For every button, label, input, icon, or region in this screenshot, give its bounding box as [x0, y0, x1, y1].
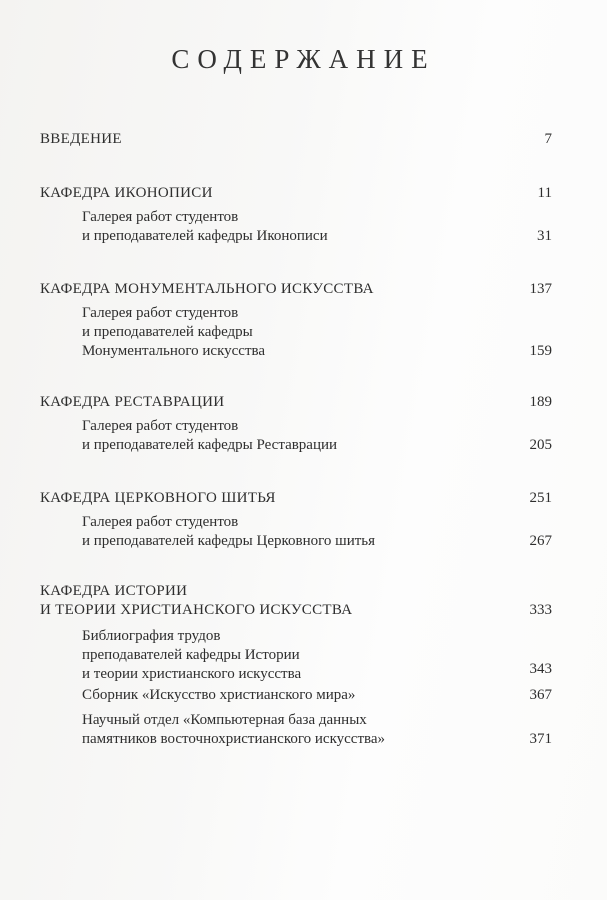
toc-page-restoration: 189 [529, 394, 552, 410]
toc-subentry-line: Галерея работ студентов [82, 209, 239, 225]
toc-entry-monumental[interactable]: КАФЕДРА МОНУМЕНТАЛЬНОГО ИСКУССТВА [40, 281, 374, 297]
toc-subentry-line: Галерея работ студентов [82, 418, 239, 434]
toc-subentry-embroidery-gallery[interactable] [82, 513, 375, 551]
toc-subentry-line: Галерея работ студентов [82, 305, 239, 321]
toc-subentry-line: и преподавателей кафедры Церковного шитья [82, 533, 376, 549]
toc-page-history: 333 [529, 602, 552, 618]
toc-subentry-line: и преподавателей кафедры Реставрации [82, 437, 338, 453]
toc-entry-line: КАФЕДРА ИСТОРИИ [40, 583, 188, 599]
toc-entry-history[interactable] [40, 582, 352, 620]
toc-subentry-line: Монументального искусства [82, 343, 266, 359]
toc-entry-iconography[interactable]: КАФЕДРА ИКОНОПИСИ [40, 185, 213, 201]
toc-entry-restoration[interactable]: КАФЕДРА РЕСТАВРАЦИИ [40, 394, 225, 410]
toc-page-embroidery: 251 [529, 490, 552, 506]
toc-subentry-line: и теории христианского искусства [82, 666, 302, 682]
toc-page-iconography: 11 [537, 185, 552, 201]
toc-subentry-line: и преподавателей кафедры Иконописи [82, 228, 328, 244]
toc-subentry-monumental-gallery[interactable] [82, 304, 265, 361]
toc-subentry-bibliography[interactable] [82, 627, 301, 684]
toc-entry-intro[interactable]: ВВЕДЕНИЕ [40, 131, 122, 147]
toc-subentry-line: памятников восточнохристианского искусства» [82, 731, 386, 747]
toc-page-embroidery-gallery: 267 [529, 533, 552, 549]
toc-subentry-line: Библиография трудов [82, 628, 221, 644]
toc-subentry-database[interactable] [82, 711, 385, 749]
toc-entry-line: И ТЕОРИИ ХРИСТИАНСКОГО ИСКУССТВА [40, 602, 353, 618]
toc-page-monumental: 137 [529, 281, 552, 297]
toc-page-monumental-gallery: 159 [529, 343, 552, 359]
toc-page-intro: 7 [544, 131, 552, 147]
toc-subentry-line: и преподавателей кафедры [82, 324, 253, 340]
toc-subentry-restoration-gallery[interactable] [82, 417, 337, 455]
toc-subentry-line: Галерея работ студентов [82, 514, 239, 530]
toc-subentry-iconography-gallery[interactable] [82, 208, 328, 246]
toc-page-database: 371 [529, 731, 552, 747]
toc-page-collection: 367 [529, 687, 552, 703]
toc-subentry-line: преподавателей кафедры Истории [82, 647, 300, 663]
toc-page-bibliography: 343 [529, 661, 552, 677]
toc-subentry-line: Научный отдел «Компьютерная база данных [82, 712, 367, 728]
toc-entry-embroidery[interactable]: КАФЕДРА ЦЕРКОВНОГО ШИТЬЯ [40, 490, 276, 506]
toc-subentry-collection[interactable]: Сборник «Искусство христианского мира» [82, 687, 356, 703]
page-title: СОДЕРЖАНИЕ [171, 44, 436, 74]
toc-page-restoration-gallery: 205 [529, 437, 552, 453]
toc-page-iconography-gallery: 31 [537, 228, 552, 244]
